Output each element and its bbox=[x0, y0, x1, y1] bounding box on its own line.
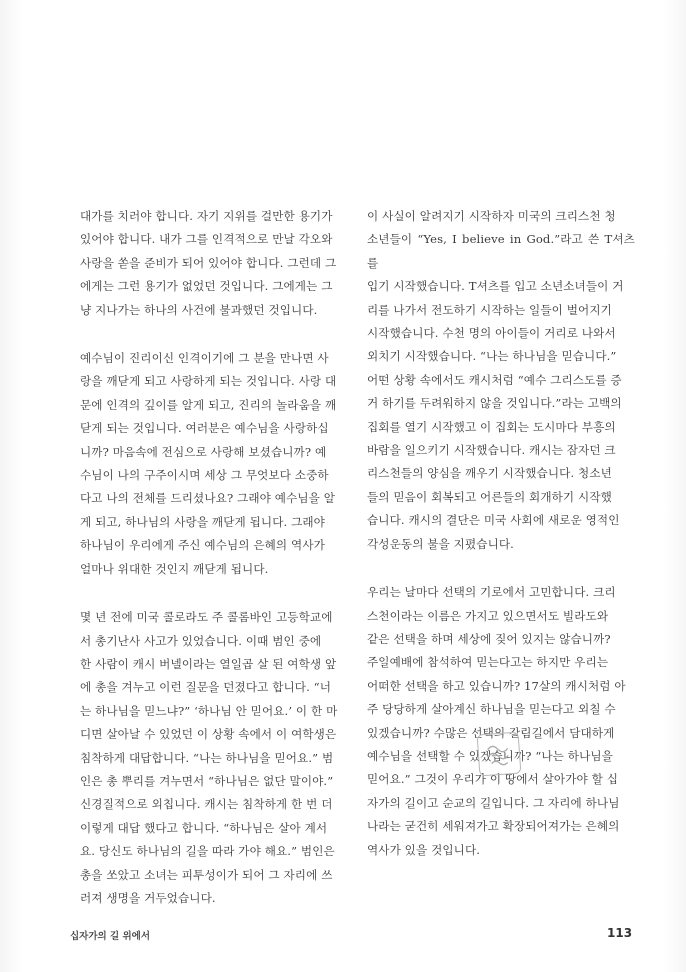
right-column bbox=[367, 205, 635, 887]
paragraph: 몇 년 전에 미국 콜로라도 주 콜롬바인 고등학교에 서 총기난사 사고가 있었습니다. 이때 범인 중에 한 사람이 캐시 버넬이라는 열일곱 살 된 여학생 앞 에 총을 겨누고 이런 질문을 던졌다고 합니다. “너 는 하나님을 믿느냐?” ‘하나님 안 믿어요.’ 이 한 마 디면 살아날 수 있었던 이 상황 속에서 이 여학생은 침착하게 대답합니다. “나는 하나님을 믿어요.” 범 인은 총 뿌리를 겨누면서 “하나님은 없단 말이야.” 신경질적으로 외칩니다. 캐시는 침착하게 한 번 더 이렇게 대답 했다고 합니다. “하나님은 살아 계서 요. 당신도 하나님의 길을 따라 가야 해요.” 범인은 총을 쏘았고 소녀는 피투성이가 되어 그 자리에 쓰 러져 생명을 거두었습니다. bbox=[80, 610, 338, 905]
paragraph: 대가를 치러야 합니다. 자기 지위를 걸만한 용기가 있어야 합니다. 내가 그를 인격적으로 만날 각오와 사랑을 쏟을 준비가 되어 있어야 합니다. 그런데 그 에게는 그런 용기가 없었던 것입니다. 그에게는 그 냥 지나가는 하나의 사건에 불과했던 것입니다. bbox=[80, 209, 337, 317]
footer-book-title: 십자가의 길 위에서 bbox=[70, 931, 151, 942]
paragraph: 이 사실이 알려지기 시작하자 미국의 크리스천 청 소년들이 “Yes, I believe in God.”라고 쓴 T셔츠를 입기 시작했습니다. T셔츠를 입고 소년소녀들이 거 리를 나가서 전도하기 시작하는 일들이 벌어지기 시작했습니다. 수천 명의 아이들이 거리로 나와서 외치기 시작했습니다. “나는 하나님을 믿습니다.” 어떤 상황 속에서도 캐시처럼 “예수 그리스도를 증 거 하기를 두려워하지 않을 것입니다.”라는 고백의 집회를 열기 시작했고 이 집회는 도시마다 부흥의 바람을 일으키기 시작했습니다. 캐시는 잠자던 크 리스천들의 양심을 깨우기 시작했습니다. 청소년 들의 믿음이 회복되고 어른들의 회개하기 시작했 습니다. 캐시의 결단은 미국 사회에 새로운 영적인 각성운동의 불을 지폈습니다. bbox=[367, 209, 635, 551]
left-column bbox=[80, 205, 348, 935]
paragraph: 우리는 날마다 선택의 기로에서 고민합니다. 크리 스천이라는 이름은 가지고 있으면서도 빌라도와 같은 선택을 하며 세상에 짖어 있지는 않습니까? 주일예배에 참석하여 믿는다고는 하지만 우리는 어떠한 선택을 하고 있습니까? 17살의 캐시처럼 아 주 당당하게 살아계신 하나님을 믿는다고 외칠 수 있겠습니까? 수많은 선택의 갈림길에서 담대하게 예수님을 선택할 수 있겠습니까? “나는 하나님을 믿어요.” 그것이 우리가 이 땅에서 살아가야 할 십 자가의 길이고 순교의 길입니다. 그 자리에 하나님 나라는 굳건히 세워져가고 확장되어져가는 은혜의 역사가 있을 것입니다. bbox=[367, 585, 626, 857]
paragraph: 예수님이 진리이신 인격이기에 그 분을 만나면 사 랑을 깨닫게 되고 사랑하게 되는 것입니다. 사랑 대 문에 인격의 깊이를 알게 되고, 진리의 놀라움을 깨 닫게 되는 것입니다. 여러분은 예수님을 사랑하십 니까? 마음속에 전심으로 사랑해 보셨습니까? 예 수님이 나의 구주이시며 세상 그 무엇보다 소중하 다고 나의 전체를 드리셨나요? 그래야 예수님을 알 게 되고, 하나님의 사랑을 깨닫게 됩니다. 그래야 하나님이 우리에게 주신 예수님의 은혜의 역사가 얼마나 위대한 것인지 깨닫게 됩니다. bbox=[80, 351, 337, 576]
decorative-seal-icon bbox=[477, 732, 522, 777]
page-number: 113 bbox=[607, 926, 633, 940]
